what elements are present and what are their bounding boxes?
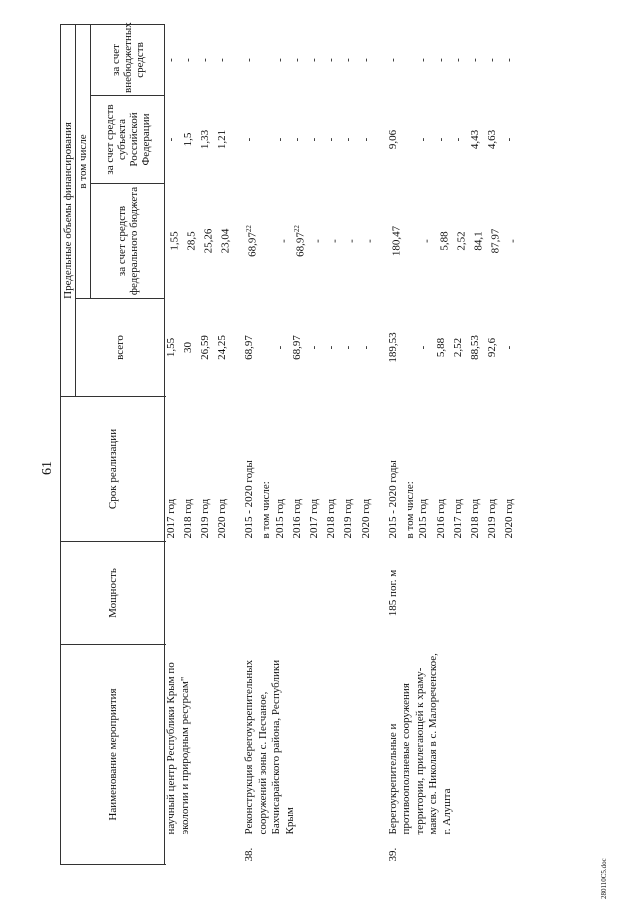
subject-cell bbox=[216, 96, 233, 184]
federal-cell bbox=[452, 184, 469, 299]
federal-cell-value: - bbox=[277, 239, 290, 243]
subject-cell-value: - bbox=[503, 137, 516, 142]
total-cell-value: 5,88 bbox=[434, 337, 447, 358]
federal-cell-value: 28,5 bbox=[185, 231, 198, 251]
total-cell bbox=[243, 299, 260, 397]
federal-cell-value: - bbox=[346, 239, 359, 243]
federal-cell-value: - bbox=[311, 239, 324, 243]
total-cell-value: 30 bbox=[181, 342, 194, 353]
subject-cell bbox=[260, 96, 274, 184]
period-cell bbox=[199, 397, 216, 542]
period-cell-value: в том числе: bbox=[403, 481, 416, 539]
federal-cell bbox=[435, 184, 452, 299]
federal-cell-value: - bbox=[363, 239, 376, 243]
federal-cell bbox=[216, 184, 233, 299]
total-cell bbox=[503, 299, 520, 397]
period-cell-value: 2019 год bbox=[486, 498, 498, 539]
total-cell-value: 1,55 bbox=[165, 337, 177, 358]
period-cell-value: 2020 год bbox=[359, 498, 372, 539]
extra-cell-value: - bbox=[451, 58, 464, 62]
subject-cell-value: 4,63 bbox=[486, 129, 498, 150]
total-cell bbox=[199, 299, 216, 397]
total-cell-value: - bbox=[325, 345, 338, 350]
period-cell-value: 2016 год bbox=[290, 498, 303, 539]
group-spacer bbox=[233, 24, 243, 864]
period-cell-value: 2017 год bbox=[451, 498, 464, 539]
extra-cell bbox=[360, 24, 377, 95]
header-limits: Предельные объемы финансирования bbox=[61, 24, 76, 396]
federal-cell bbox=[199, 184, 216, 299]
period-cell bbox=[182, 397, 199, 542]
period-cell-value: 2015 - 2020 годы bbox=[243, 460, 256, 539]
subject-cell-value: - bbox=[434, 137, 447, 142]
period-cell bbox=[360, 397, 377, 542]
page-number: 61 bbox=[40, 461, 55, 475]
federal-cell-value: 23,04 bbox=[219, 228, 232, 254]
extra-cell bbox=[243, 24, 260, 95]
federal-cell bbox=[486, 184, 503, 299]
subject-cell-value: 1,5 bbox=[181, 132, 194, 147]
federal-cell bbox=[165, 184, 182, 299]
subject-cell bbox=[182, 96, 199, 184]
extra-cell bbox=[435, 24, 452, 95]
total-cell-value: - bbox=[417, 345, 430, 350]
subject-cell bbox=[308, 96, 325, 184]
table-row bbox=[387, 24, 404, 864]
total-cell bbox=[360, 299, 377, 397]
total-cell-value: 92,6 bbox=[486, 337, 498, 358]
header-total: всего bbox=[76, 299, 165, 397]
period-cell bbox=[469, 397, 486, 542]
footnote-ref: 22 bbox=[245, 225, 254, 233]
period-cell-value: 2018 год bbox=[181, 498, 194, 539]
extra-cell bbox=[486, 24, 503, 95]
subject-cell bbox=[404, 96, 418, 184]
total-cell-value: 88,53 bbox=[468, 335, 481, 360]
extra-cell-value: - bbox=[290, 58, 303, 62]
total-cell-value: - bbox=[359, 345, 372, 350]
subject-cell-value: - bbox=[243, 137, 256, 142]
total-cell-value: 26,59 bbox=[198, 335, 211, 360]
federal-cell bbox=[291, 184, 308, 299]
total-cell-value: - bbox=[308, 345, 321, 350]
period-cell bbox=[308, 397, 325, 542]
federal-cell bbox=[360, 184, 377, 299]
total-cell bbox=[165, 299, 182, 397]
table-row bbox=[243, 24, 260, 864]
federal-cell bbox=[308, 184, 325, 299]
subject-cell bbox=[435, 96, 452, 184]
federal-cell-value: 180,47 bbox=[390, 225, 403, 257]
extra-cell bbox=[503, 24, 520, 95]
subject-cell bbox=[199, 96, 216, 184]
extra-cell-value: - bbox=[243, 58, 256, 62]
federal-cell-value: 2,52 bbox=[455, 231, 468, 251]
federal-cell-value: 1,55 bbox=[168, 231, 181, 251]
item-name: Берегоукрепительные и противооползневые сооружения территории, прилегающей к храму-маяку св. Николая в с. Малореченское, г. Алушта bbox=[386, 653, 453, 835]
total-cell bbox=[417, 299, 434, 397]
period-cell bbox=[291, 397, 308, 542]
federal-cell bbox=[182, 184, 199, 299]
federal-cell bbox=[387, 184, 404, 299]
period-cell bbox=[503, 397, 520, 542]
total-cell-value: 189,53 bbox=[386, 332, 399, 363]
subject-cell-value: - bbox=[342, 137, 355, 142]
item-name: Реконструкция берегоукрепительных сооружений зоны с. Песчаное, Бахчисарайского района, Республики Крым bbox=[243, 659, 296, 835]
subject-cell bbox=[417, 96, 434, 184]
subject-cell bbox=[452, 96, 469, 184]
footnote-ref: 22 bbox=[292, 225, 301, 233]
subject-cell-value: - bbox=[417, 137, 430, 142]
extra-cell-value: - bbox=[434, 58, 447, 62]
item-name: научный центр Республики Крым по экологии и природным ресурсам" bbox=[165, 662, 191, 835]
period-cell bbox=[387, 397, 404, 542]
total-cell-value: 68,97 bbox=[290, 335, 303, 360]
header-name: Наименование мероприятия bbox=[61, 645, 165, 865]
period-cell bbox=[325, 397, 342, 542]
subject-cell bbox=[274, 96, 291, 184]
total-cell bbox=[325, 299, 342, 397]
extra-cell bbox=[342, 24, 359, 95]
subject-cell-value: - bbox=[359, 137, 372, 142]
subject-cell bbox=[325, 96, 342, 184]
total-cell-value: 24,25 bbox=[215, 335, 228, 360]
federal-cell bbox=[404, 184, 418, 299]
subject-cell bbox=[342, 96, 359, 184]
document-id: 280110C5.doc bbox=[600, 858, 608, 899]
federal-cell-value: - bbox=[328, 239, 341, 243]
federal-cell bbox=[503, 184, 520, 299]
total-cell bbox=[291, 299, 308, 397]
total-cell-value: - bbox=[273, 345, 286, 350]
total-cell-value: - bbox=[342, 345, 355, 350]
federal-cell bbox=[243, 184, 260, 299]
extra-cell bbox=[291, 24, 308, 95]
extra-cell bbox=[469, 24, 486, 95]
extra-cell bbox=[308, 24, 325, 95]
extra-cell-value: - bbox=[468, 58, 481, 62]
period-cell bbox=[486, 397, 503, 542]
subject-cell-value: - bbox=[308, 137, 321, 142]
extra-cell-value: - bbox=[486, 58, 498, 62]
subject-cell-value: 1,21 bbox=[215, 129, 228, 150]
federal-cell bbox=[417, 184, 434, 299]
group-spacer bbox=[377, 24, 387, 864]
period-cell-value: 2017 год bbox=[165, 498, 177, 539]
financing-table bbox=[60, 24, 520, 865]
total-cell-value: 68,97 bbox=[243, 335, 256, 360]
federal-cell bbox=[274, 184, 291, 299]
header-extra: за счет внебюджетных средств bbox=[91, 24, 165, 95]
extra-cell bbox=[417, 24, 434, 95]
table-row bbox=[165, 24, 182, 864]
subject-cell-value: - bbox=[164, 137, 177, 142]
subject-cell bbox=[291, 96, 308, 184]
extra-cell-value: - bbox=[342, 58, 355, 62]
item-capacity bbox=[243, 542, 377, 645]
extra-cell-value: - bbox=[417, 58, 430, 62]
period-cell bbox=[435, 397, 452, 542]
subject-cell bbox=[503, 96, 520, 184]
period-cell-value: 2015 год bbox=[417, 498, 430, 539]
extra-cell bbox=[260, 24, 274, 95]
total-cell-value: - bbox=[503, 345, 516, 350]
item-number: 38. bbox=[243, 847, 256, 862]
total-cell bbox=[452, 299, 469, 397]
period-cell-value: 2018 год bbox=[325, 498, 338, 539]
extra-cell bbox=[325, 24, 342, 95]
extra-cell bbox=[182, 24, 199, 95]
federal-cell-value: - bbox=[421, 239, 434, 243]
header-period: Срок реализации bbox=[61, 397, 165, 542]
header-federal: за счет средств федерального бюджета bbox=[91, 184, 165, 299]
total-cell bbox=[308, 299, 325, 397]
period-cell bbox=[417, 397, 434, 542]
federal-cell-value: 5,88 bbox=[438, 231, 451, 251]
period-cell-value: 2015 - 2020 годы bbox=[386, 460, 399, 539]
extra-cell-value: - bbox=[308, 58, 321, 62]
extra-cell bbox=[274, 24, 291, 95]
period-cell bbox=[165, 397, 182, 542]
extra-cell-value: - bbox=[273, 58, 286, 62]
total-cell bbox=[387, 299, 404, 397]
extra-cell-value: - bbox=[181, 58, 194, 62]
subject-cell-value: 1,33 bbox=[198, 129, 211, 150]
period-cell-value: в том числе: bbox=[260, 481, 273, 539]
federal-cell bbox=[260, 184, 274, 299]
extra-cell bbox=[216, 24, 233, 95]
total-cell bbox=[216, 299, 233, 397]
header-subject: за счет средств субъекта Российской Федерации bbox=[91, 96, 165, 184]
item-capacity bbox=[165, 542, 234, 645]
federal-cell bbox=[325, 184, 342, 299]
federal-cell bbox=[342, 184, 359, 299]
period-cell bbox=[452, 397, 469, 542]
extra-cell bbox=[199, 24, 216, 95]
extra-cell-value: - bbox=[198, 58, 211, 62]
period-cell-value: 2019 год bbox=[342, 498, 355, 539]
total-cell bbox=[260, 299, 274, 397]
total-cell-value: 2,52 bbox=[451, 337, 464, 358]
total-cell bbox=[274, 299, 291, 397]
period-cell bbox=[216, 397, 233, 542]
total-cell bbox=[486, 299, 503, 397]
extra-cell-value: - bbox=[215, 58, 228, 62]
subject-cell bbox=[486, 96, 503, 184]
extra-cell-value: - bbox=[386, 58, 399, 62]
total-cell bbox=[404, 299, 418, 397]
subject-cell-value: - bbox=[325, 137, 338, 142]
federal-cell bbox=[469, 184, 486, 299]
extra-cell-value: - bbox=[164, 58, 177, 62]
extra-cell bbox=[404, 24, 418, 95]
extra-cell-value: - bbox=[325, 58, 338, 62]
subject-cell bbox=[469, 96, 486, 184]
item-number bbox=[165, 838, 234, 865]
extra-cell bbox=[165, 24, 182, 95]
subject-cell bbox=[165, 96, 182, 184]
subject-cell-value: 4,43 bbox=[468, 129, 481, 150]
federal-cell-value: 68,97 bbox=[246, 232, 259, 257]
federal-cell-value: 84,1 bbox=[472, 231, 485, 251]
period-cell-value: 2015 год bbox=[273, 498, 286, 539]
extra-cell bbox=[387, 24, 404, 95]
item-capacity: 185 пог. м bbox=[386, 569, 399, 617]
subject-cell bbox=[387, 96, 404, 184]
subject-cell-value: - bbox=[290, 137, 303, 142]
table-body bbox=[165, 24, 521, 864]
period-cell-value: 2019 год bbox=[198, 498, 211, 539]
period-cell-value: 2020 год bbox=[215, 498, 228, 539]
total-cell bbox=[469, 299, 486, 397]
federal-cell-value: 25,26 bbox=[202, 228, 215, 254]
subject-cell-value: - bbox=[451, 137, 464, 142]
period-cell-value: 2018 год bbox=[468, 498, 481, 539]
header-incl: в том числе bbox=[76, 24, 91, 298]
period-cell bbox=[342, 397, 359, 542]
period-cell bbox=[274, 397, 291, 542]
item-number: 39. bbox=[386, 847, 399, 862]
period-cell-value: 2017 год bbox=[308, 498, 321, 539]
period-cell bbox=[404, 397, 418, 542]
subject-cell-value: - bbox=[273, 137, 286, 142]
federal-cell-value: 68,97 bbox=[294, 232, 307, 257]
subject-cell bbox=[243, 96, 260, 184]
subject-cell bbox=[360, 96, 377, 184]
federal-cell-value: - bbox=[506, 239, 519, 243]
total-cell bbox=[182, 299, 199, 397]
extra-cell bbox=[452, 24, 469, 95]
extra-cell-value: - bbox=[503, 58, 516, 62]
federal-cell-value: 87,97 bbox=[489, 228, 502, 254]
header-capacity: Мощность bbox=[61, 542, 165, 645]
total-cell bbox=[342, 299, 359, 397]
period-cell-value: 2020 год bbox=[503, 498, 516, 539]
period-cell bbox=[260, 397, 274, 542]
extra-cell-value: - bbox=[359, 58, 372, 62]
period-cell bbox=[243, 397, 260, 542]
period-cell-value: 2016 год bbox=[434, 498, 447, 539]
subject-cell-value: 9,06 bbox=[386, 129, 399, 150]
total-cell bbox=[435, 299, 452, 397]
